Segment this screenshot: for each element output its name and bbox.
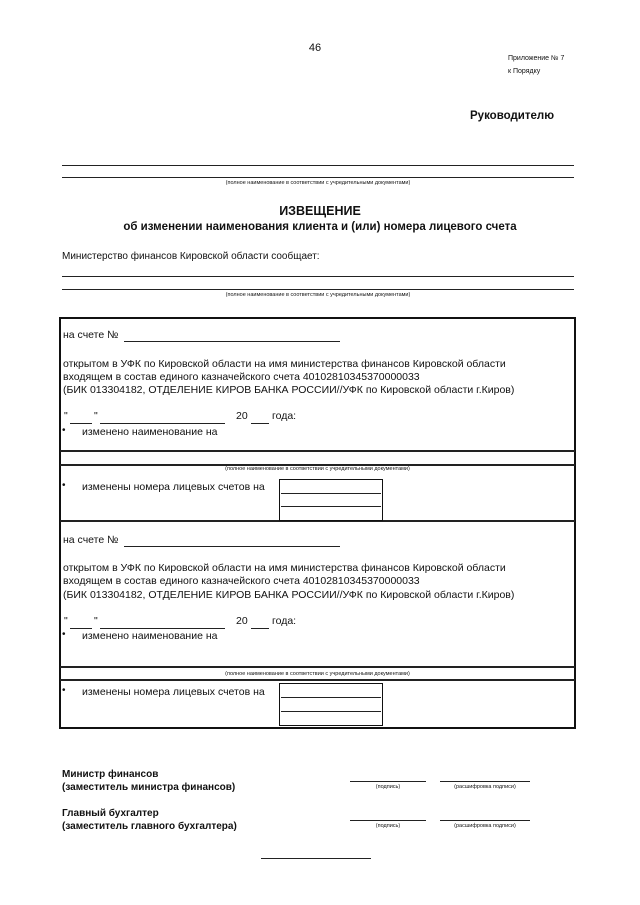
year-prefix-2: 20 bbox=[236, 615, 248, 627]
accounts-changed-label-2: изменены номера лицевых счетов на bbox=[82, 686, 265, 698]
year-line-1 bbox=[251, 423, 269, 424]
year-suffix-1: года: bbox=[272, 410, 297, 422]
signature-line-2 bbox=[350, 820, 426, 821]
caption-full-name-top: (полное наименование в соответствии с учредительными документами) bbox=[225, 180, 411, 186]
intro-line-1 bbox=[62, 276, 574, 277]
caption-full-name-intro: (полное наименование в соответствии с учредительными документами) bbox=[225, 292, 411, 298]
signature-role-2 bbox=[62, 807, 237, 833]
appendix-note bbox=[508, 52, 564, 78]
accounts-box-1-divider-a bbox=[281, 493, 381, 494]
decode-line-1 bbox=[440, 781, 530, 782]
opened-line3-1: (БИК 013304182, ОТДЕЛЕНИЕ КИРОВ БАНКА РОССИИ//УФК по Кировской области г.Киров) bbox=[63, 384, 515, 396]
opened-line2-2: входящем в состав единого казначейского счета 40102810345370000033 bbox=[63, 575, 420, 587]
on-account-label-1: на счете № bbox=[63, 329, 119, 341]
sign-caption-1: (подпись) bbox=[375, 784, 401, 790]
opened-line3-2: (БИК 013304182, ОТДЕЛЕНИЕ КИРОВ БАНКА РОССИИ//УФК по Кировской области г.Киров) bbox=[63, 589, 515, 601]
appendix-line1: Приложение № 7 bbox=[508, 55, 565, 62]
accounts-box-2 bbox=[279, 683, 383, 726]
accounts-box-2-divider-b bbox=[281, 711, 381, 712]
decode-line-2 bbox=[440, 820, 530, 821]
signature-role-2-line2: (заместитель главного бухгалтера) bbox=[62, 821, 237, 832]
page-number: 46 bbox=[308, 42, 322, 54]
date-month-line-1 bbox=[100, 423, 225, 424]
date-quote-open-1: " bbox=[64, 410, 68, 422]
year-prefix-1: 20 bbox=[236, 410, 248, 422]
appendix-line2: к Порядку bbox=[508, 68, 541, 75]
date-month-line-2 bbox=[100, 628, 225, 629]
intro-text: Министерство финансов Кировской области сообщает: bbox=[62, 251, 320, 262]
date-quote-close-2: " bbox=[94, 615, 98, 627]
signature-line-1 bbox=[350, 781, 426, 782]
accounts-changed-label-1: изменены номера лицевых счетов на bbox=[82, 481, 265, 493]
year-line-2 bbox=[251, 628, 269, 629]
bullet-accounts-2: • bbox=[62, 685, 66, 696]
accounts-box-1 bbox=[279, 479, 383, 521]
addressee: Руководителю bbox=[470, 110, 555, 122]
bullet-name-1: • bbox=[62, 425, 66, 436]
account-number-line-2 bbox=[124, 546, 340, 547]
accounts-box-1-divider-b bbox=[281, 506, 381, 507]
bullet-accounts-1: • bbox=[62, 480, 66, 491]
addressee-line-2 bbox=[62, 177, 574, 178]
bullet-name-2: • bbox=[62, 629, 66, 640]
signature-role-2-line1: Главный бухгалтер bbox=[62, 808, 159, 819]
caption-block-1: (полное наименование в соответствии с учредительными документами) bbox=[225, 466, 410, 472]
on-account-label-2: на счете № bbox=[63, 534, 119, 546]
year-suffix-2: года: bbox=[272, 615, 297, 627]
date-quote-close-1: " bbox=[94, 410, 98, 422]
opened-line1-1: открытом в УФК по Кировской области на имя министерства финансов Кировской области bbox=[63, 358, 506, 370]
intro-line-2 bbox=[62, 289, 574, 290]
date-day-line-1 bbox=[70, 423, 92, 424]
decode-caption-2: (расшифровка подписи) bbox=[454, 823, 516, 829]
sign-caption-2: (подпись) bbox=[375, 823, 401, 829]
date-day-line-2 bbox=[70, 628, 92, 629]
table-row-divider-5 bbox=[60, 679, 575, 681]
opened-line2-1: входящем в состав единого казначейского счета 40102810345370000033 bbox=[63, 371, 420, 383]
signature-role-1 bbox=[62, 768, 235, 794]
name-changed-label-1: изменено наименование на bbox=[82, 426, 218, 438]
accounts-box-2-divider-a bbox=[281, 697, 381, 698]
name-changed-label-2: изменено наименование на bbox=[82, 630, 218, 642]
date-quote-open-2: " bbox=[64, 615, 68, 627]
table-row-divider-4 bbox=[60, 666, 575, 668]
decode-caption-1: (расшифровка подписи) bbox=[454, 784, 516, 790]
signature-role-1-line1: Министр финансов bbox=[62, 769, 159, 780]
footer-separator bbox=[261, 858, 371, 859]
document-title: ИЗВЕЩЕНИЕ bbox=[279, 204, 361, 218]
signature-role-1-line2: (заместитель министра финансов) bbox=[62, 782, 236, 793]
document-subtitle: об изменении наименования клиента и (или) номера лицевого счета bbox=[123, 221, 517, 233]
table-row-divider-1 bbox=[60, 450, 575, 452]
opened-line1-2: открытом в УФК по Кировской области на имя министерства финансов Кировской области bbox=[63, 562, 506, 574]
caption-block-2: (полное наименование в соответствии с учредительными документами) bbox=[225, 671, 410, 677]
account-number-line-1 bbox=[124, 341, 340, 342]
addressee-line-1 bbox=[62, 165, 574, 166]
